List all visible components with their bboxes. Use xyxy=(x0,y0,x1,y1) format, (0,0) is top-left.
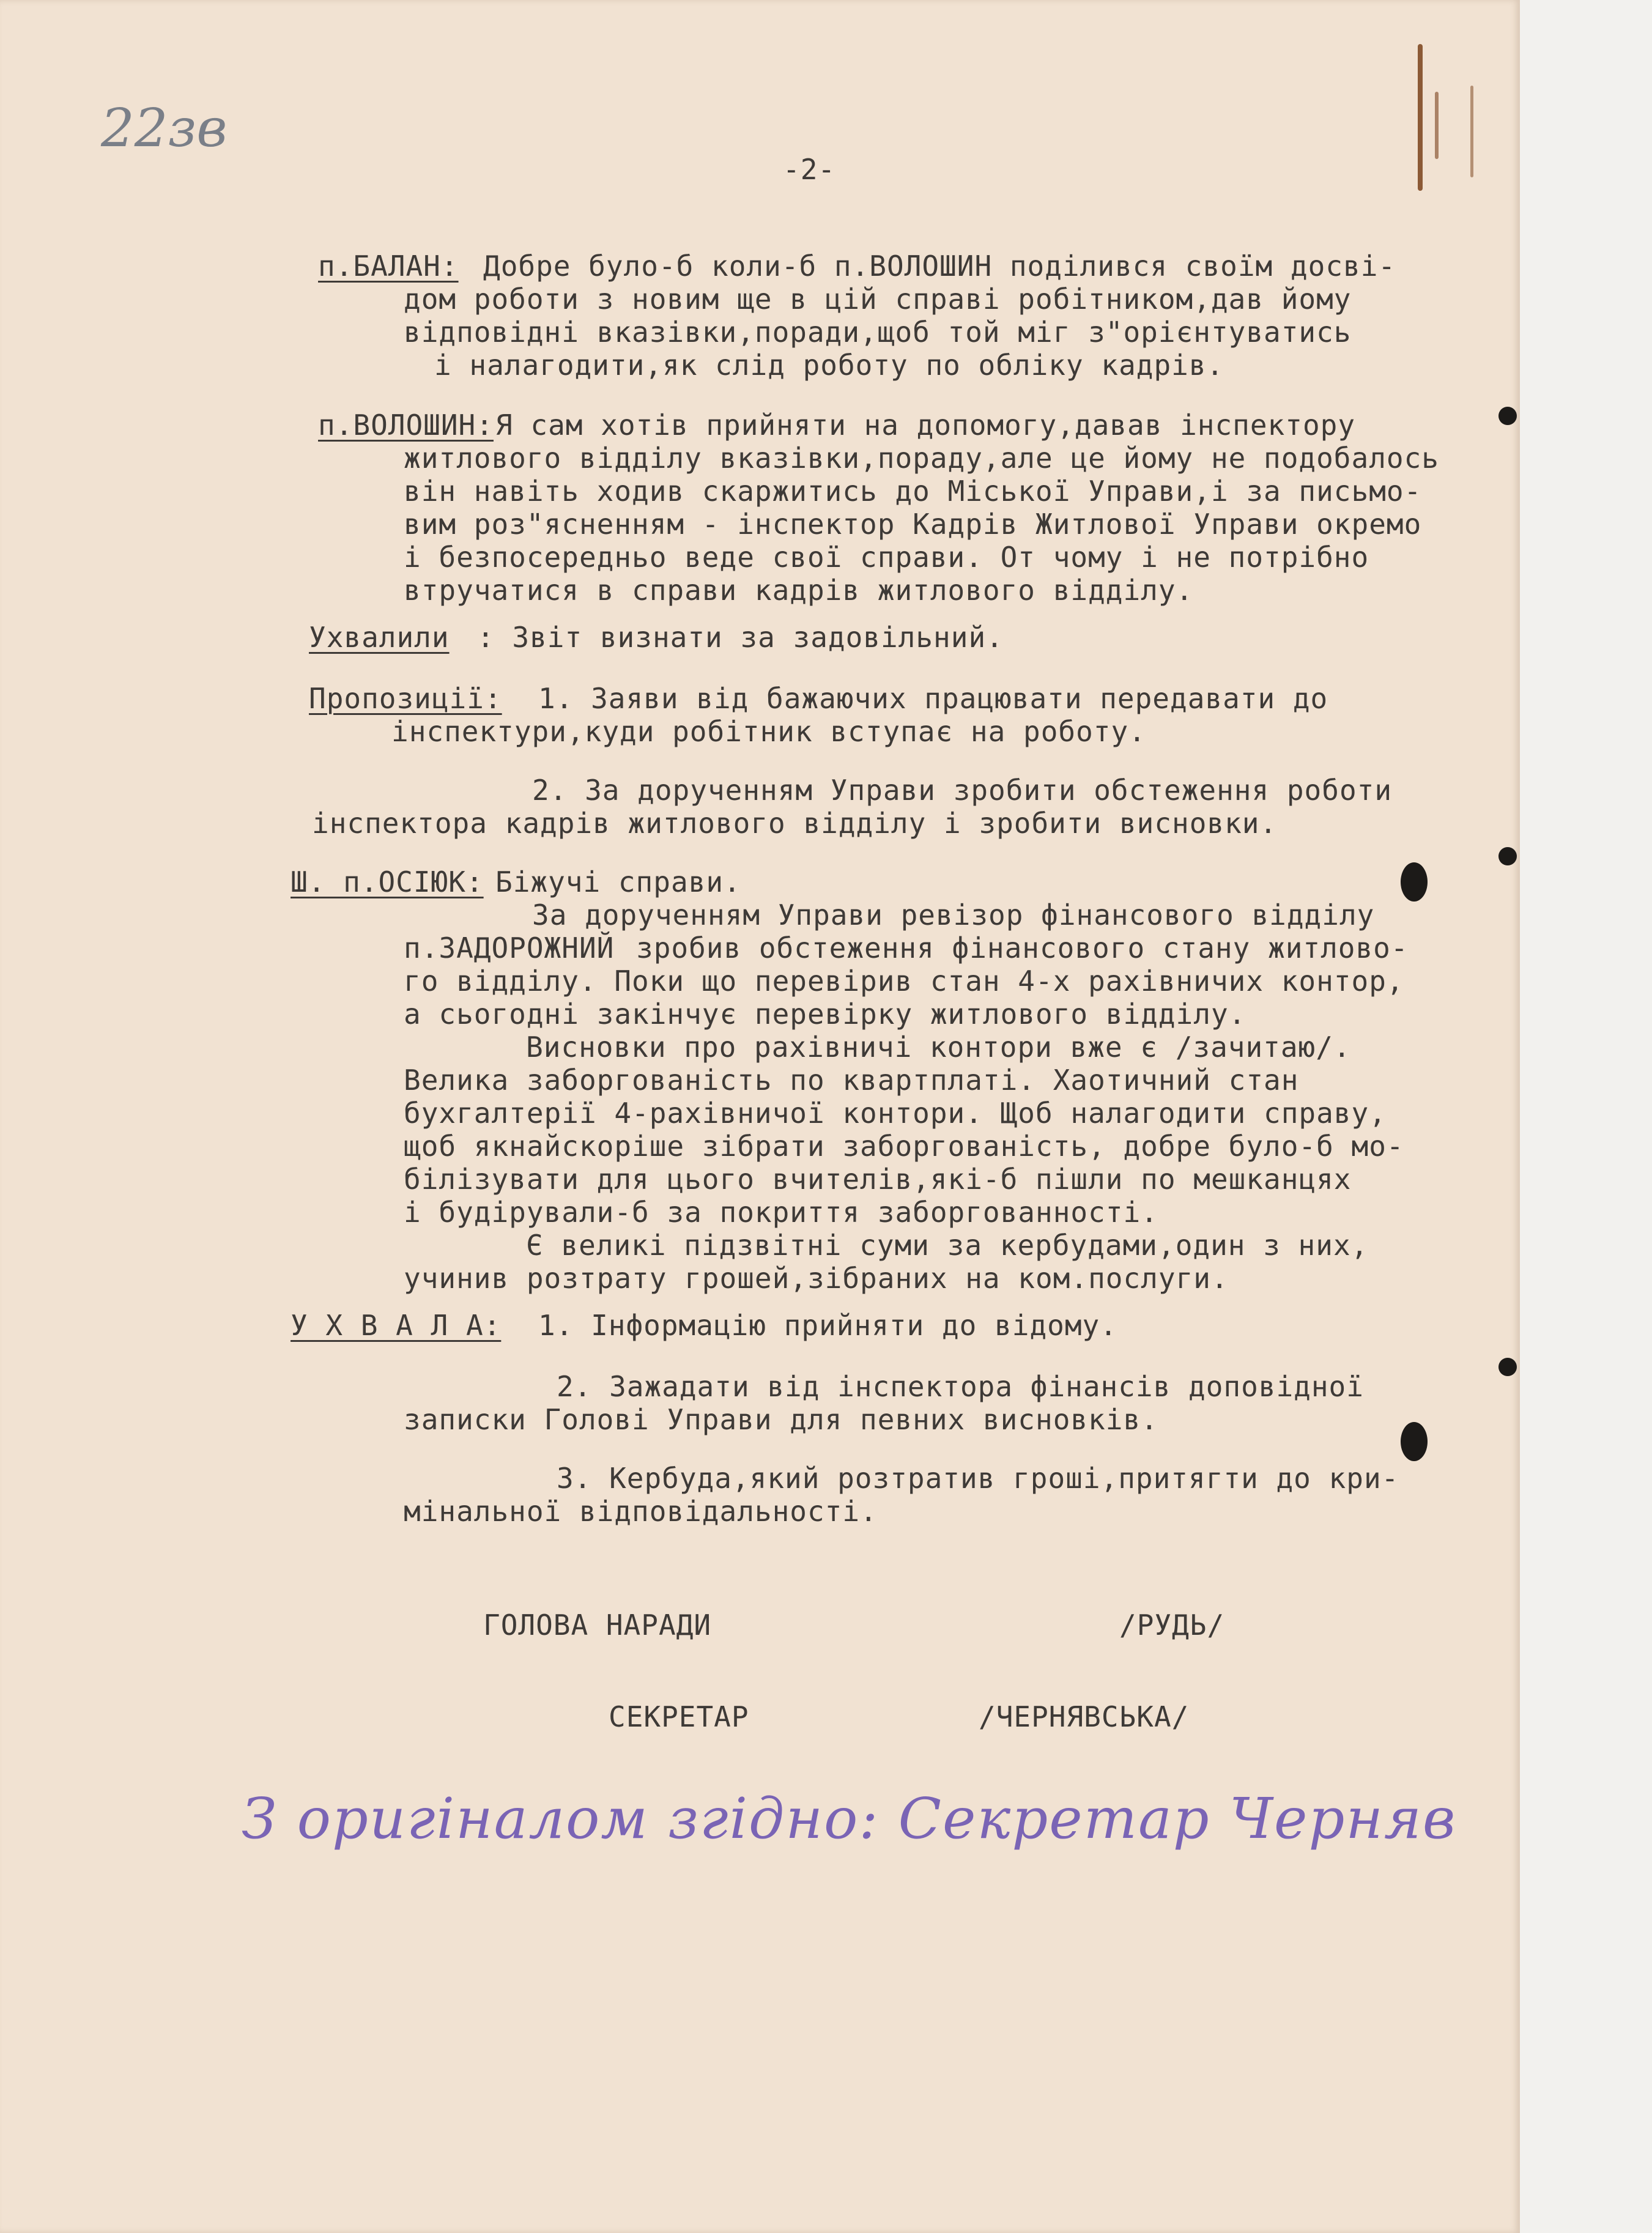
text-line: мінальної відповідальності. xyxy=(404,1495,878,1528)
page-number: -2- xyxy=(783,153,836,186)
text-line: і налагодити,як слід роботу по обліку кадрів. xyxy=(434,349,1224,382)
text-line: інспектора кадрів житлового відділу і зробити висновки. xyxy=(312,807,1278,840)
signature-title-secretary: СЕКРЕТАР xyxy=(609,1700,749,1733)
text-line: 3. Кербуда,який розтратив гроші,притягти до кри- xyxy=(557,1462,1399,1495)
background-strip xyxy=(1520,0,1652,2233)
resolution-label: У Х В А Л А: xyxy=(291,1309,502,1342)
text-line: інспектури,куди робітник вступає на роботу. xyxy=(391,715,1146,748)
punch-hole xyxy=(1498,407,1517,425)
punch-hole xyxy=(1498,1358,1517,1376)
signature-name-secretary: /ЧЕРНЯВСЬКА/ xyxy=(979,1700,1190,1733)
signature-name-chair: /РУДЬ/ xyxy=(1119,1609,1225,1642)
text-line: записки Голові Управи для певних висновків. xyxy=(404,1403,1158,1436)
text-line: бухгалтерії 4-рахівничої контори. Щоб налагодити справу, xyxy=(404,1097,1387,1130)
text-line: білізувати для цього вчителів,які-б пішли по мешканцях xyxy=(404,1163,1352,1196)
text-line: Висновки про рахівничі контори вже є /зачитаю/. xyxy=(526,1031,1351,1064)
text-line: щоб якнайскоріше зібрати заборгованість, добре було-б мо- xyxy=(404,1130,1404,1163)
handwritten-certification: З оригіналом згідно: Секретар Черняв xyxy=(242,1786,1457,1851)
text-line: Біжучі справи. xyxy=(495,865,741,898)
text-line: Добре було-б коли-б п.ВОЛОШИН поділився своїм досві- xyxy=(483,250,1396,283)
signature-title-chair: ГОЛОВА НАРАДИ xyxy=(483,1609,712,1642)
speaker-label: п.БАЛАН: xyxy=(318,250,459,283)
punch-hole xyxy=(1498,847,1517,865)
text-line: Велика заборгованість по квартплаті. Хаотичний стан xyxy=(404,1064,1299,1097)
archive-number: 22зв xyxy=(101,98,228,159)
text-line: : Звіт визнати за задовільний. xyxy=(477,621,1004,654)
stain-mark xyxy=(1418,44,1423,191)
text-line: і будірували-б за покриття заборгованності. xyxy=(404,1196,1158,1229)
punch-hole xyxy=(1401,1422,1428,1461)
speaker-label: п.ВОЛОШИН: xyxy=(318,409,494,442)
text-line: 2. За дорученням Управи зробити обстеження роботи xyxy=(532,774,1393,807)
text-line: зробив обстеження фінансового стану житлово- xyxy=(636,931,1409,965)
text-line: втручатися в справи кадрів житлового відділу. xyxy=(404,574,1194,607)
text-line: 1. Інформацію прийняти до відому. xyxy=(538,1309,1117,1342)
text-line: Я сам хотів прийняти на допомогу,давав інспектору xyxy=(495,409,1356,442)
text-line: Є великі підзвітні суми за кербудами,один з них, xyxy=(526,1229,1369,1262)
text-line: учинив розтрату грошей,зібраних на ком.послуги. xyxy=(404,1262,1229,1295)
text-line: вим роз"ясненням - інспектор Кадрів Житлової Управи окремо xyxy=(404,508,1422,541)
text-line: дом роботи з новим ще в цій справі робітником,дав йому xyxy=(404,283,1352,316)
resolution-label: Ухвалили xyxy=(309,621,450,654)
text-line: він навіть ходив скаржитись до Міської Управи,і за письмо- xyxy=(404,475,1422,508)
text-line: 2. Зажадати від інспектора фінансів доповідної xyxy=(557,1370,1364,1403)
proposals-label: Пропозиції: xyxy=(309,682,502,715)
stain-mark xyxy=(1470,86,1473,177)
text-line: і безпосередньо веде свої справи. От чому і не потрібно xyxy=(404,541,1369,574)
text-line: а сьогодні закінчує перевірку житлового відділу. xyxy=(404,998,1246,1031)
text-line: За дорученням Управи ревізор фінансового відділу xyxy=(532,898,1375,931)
punch-hole xyxy=(1401,862,1428,902)
stain-mark xyxy=(1435,92,1439,159)
speaker-label: Ш. п.ОСІЮК: xyxy=(291,865,484,898)
text-line: 1. Заяви від бажаючих працювати передавати до xyxy=(538,682,1328,715)
text-line: житлового відділу вказівки,пораду,але це йому не подобалось xyxy=(404,442,1439,475)
text-line: відповідні вказівки,поради,щоб той міг з"орієнтуватись xyxy=(404,316,1352,349)
text-line: го відділу. Поки що перевірив стан 4-х рахівничих контор, xyxy=(404,965,1404,998)
person-name: п.ЗАДОРОЖНИЙ xyxy=(404,931,615,965)
